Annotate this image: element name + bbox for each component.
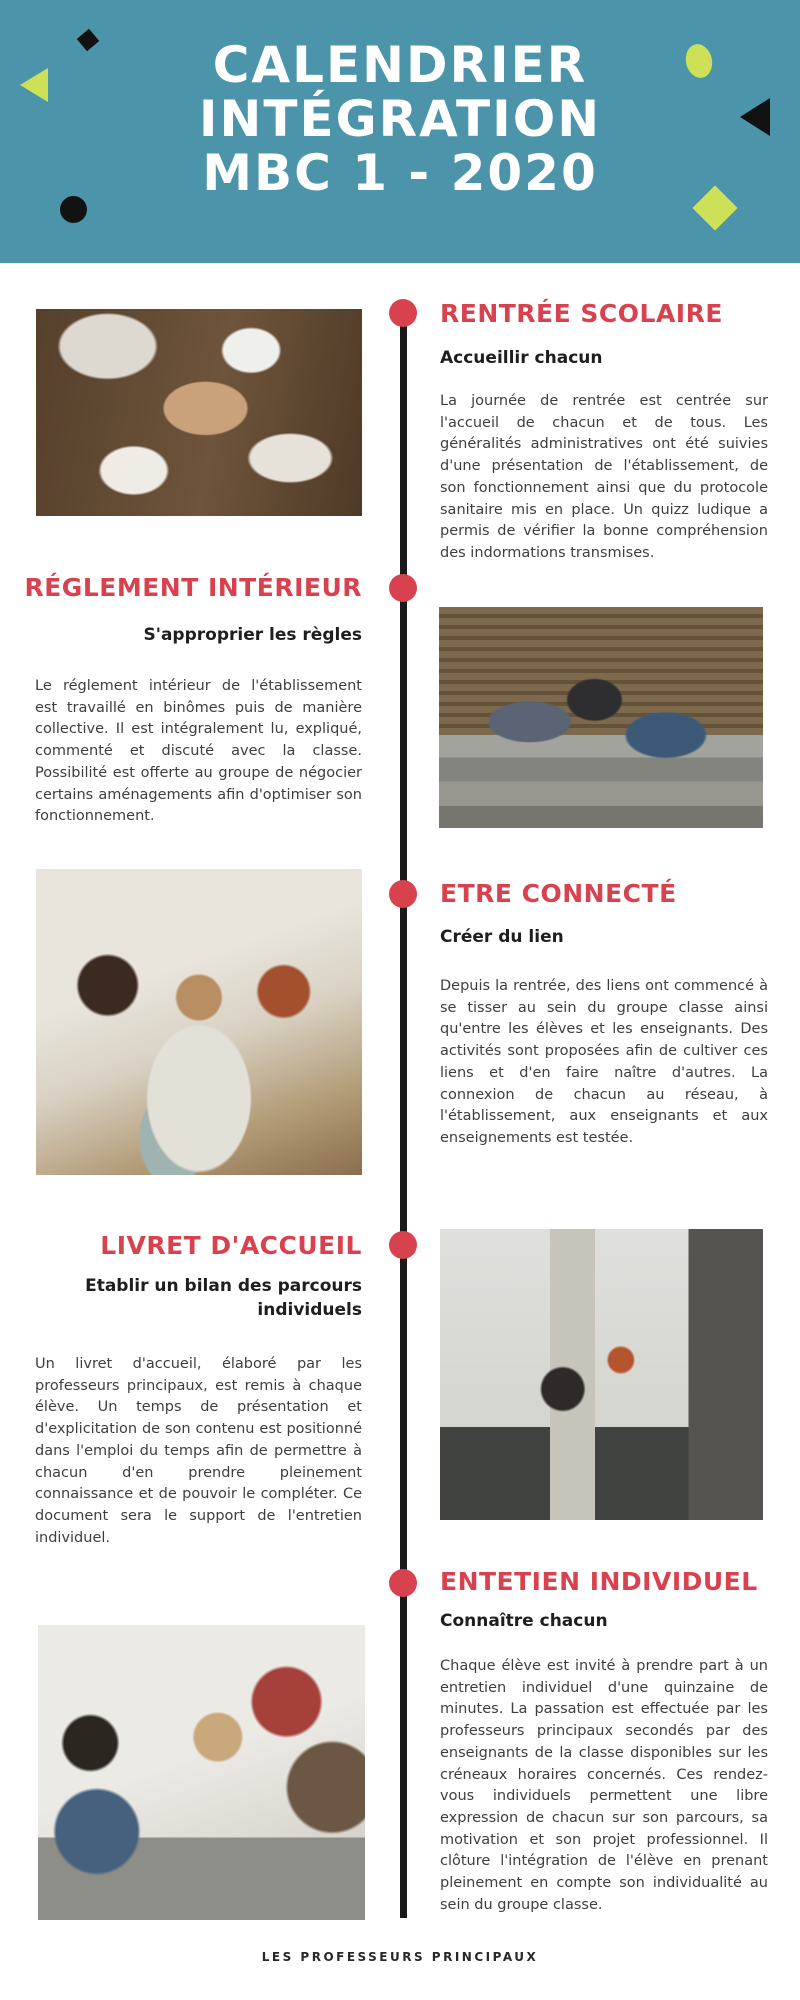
section-body-livret-accueil: Un livret d'accueil, élaboré par les professeurs principaux, est remis à chaque élève. Un temps de présentation et d'explicitation de son contenu est positionné dans l'emploi du temps afin de permettre à chacun d'en prendre pleinement connaissance et de pouvoir le compléter. Ce document sera le support de l'entretien individuel.	[35, 1356, 362, 1546]
section-title-etre-connecte: ETRE CONNECTÉ	[440, 879, 677, 908]
page-title-line-1: CALENDRIER	[212, 36, 588, 94]
section-body-etre-connecte: Depuis la rentrée, des liens ont commencé à se tisser au sein du groupe classe ainsi qu'entre les élèves et les enseignants. Des activités sont proposées afin de cultiver ces liens et d'en faire naître d'autres. La connexion de chacun au réseau, à l'établissement, aux enseignants et aux enseignements est testée.	[440, 978, 768, 1146]
header-banner	[0, 0, 800, 263]
photo-students-library	[440, 1229, 763, 1520]
section-title-reglement-interieur: RÉGLEMENT INTÉRIEUR	[24, 573, 362, 602]
timeline-dot-4	[389, 1231, 417, 1259]
photo-fistbump-team-desk	[36, 309, 362, 516]
timeline-dot-1	[389, 299, 417, 327]
timeline-dot-5	[389, 1569, 417, 1597]
page-title-line-2: INTÉGRATION	[198, 90, 602, 148]
section-subtitle-livret-accueil: Etablir un bilan des parcours individuels	[85, 1276, 362, 1320]
decor-circle-icon	[60, 196, 87, 223]
section-body-rentree-scolaire: La journée de rentrée est centrée sur l'accueil de chacun et de tous. Les généralités administratives ont été suivies d'une présentation de l'établissement, de son fonctionnement ainsi que du protocole sanitaire mis en place. Un quizz ludique a permis de vérifier la bonne compréhension des indormations transmises.	[440, 393, 768, 561]
section-subtitle-entetien-individuel: Connaître chacun	[440, 1611, 608, 1631]
section-body-reglement-interieur: Le réglement intérieur de l'établissement est travaillé en binômes puis de manière collective. Il est intégralement lu, expliqué, commenté et discuté avec la classe. Possibilité est offerte au groupe de négocier certains aménagements afin d'optimiser son fonctionnement.	[35, 678, 362, 825]
timeline-line	[400, 313, 407, 1918]
footer-credit: LES PROFESSEURS PRINCIPAUX	[261, 1950, 539, 1964]
section-subtitle-reglement-interieur: S'approprier les règles	[143, 625, 362, 645]
page-title	[0, 38, 800, 200]
section-title-livret-accueil: LIVRET D'ACCUEIL	[100, 1231, 362, 1260]
section-body-entetien-individuel: Chaque élève est invité à prendre part à un entretien individuel d'une quinzaine de minutes. La passation est effectuée par les professeurs principaux secondés par des enseignants de la classe disponibles sur les créneaux horaires concernés. Ces rendez-vous individuels permettent une libre expression de chacun sur son parcours, sa motivation et son projet professionnel. Il clôture l'intégration de l'élève en prenant pleinement en compte son individualité au sein du groupe classe.	[440, 1658, 768, 1913]
photo-meeting-discussion	[38, 1625, 365, 1920]
page-title-line-3: MBC 1 - 2020	[202, 144, 598, 202]
photo-group-laughing-table	[36, 869, 362, 1175]
section-subtitle-etre-connecte: Créer du lien	[440, 927, 564, 947]
section-title-rentree-scolaire: RENTRÉE SCOLAIRE	[440, 299, 723, 328]
timeline-dot-2	[389, 574, 417, 602]
photo-students-on-steps	[439, 607, 763, 828]
section-subtitle-rentree-scolaire: Accueillir chacun	[440, 348, 603, 368]
timeline-dot-3	[389, 880, 417, 908]
section-title-entetien-individuel: ENTETIEN INDIVIDUEL	[440, 1567, 758, 1596]
